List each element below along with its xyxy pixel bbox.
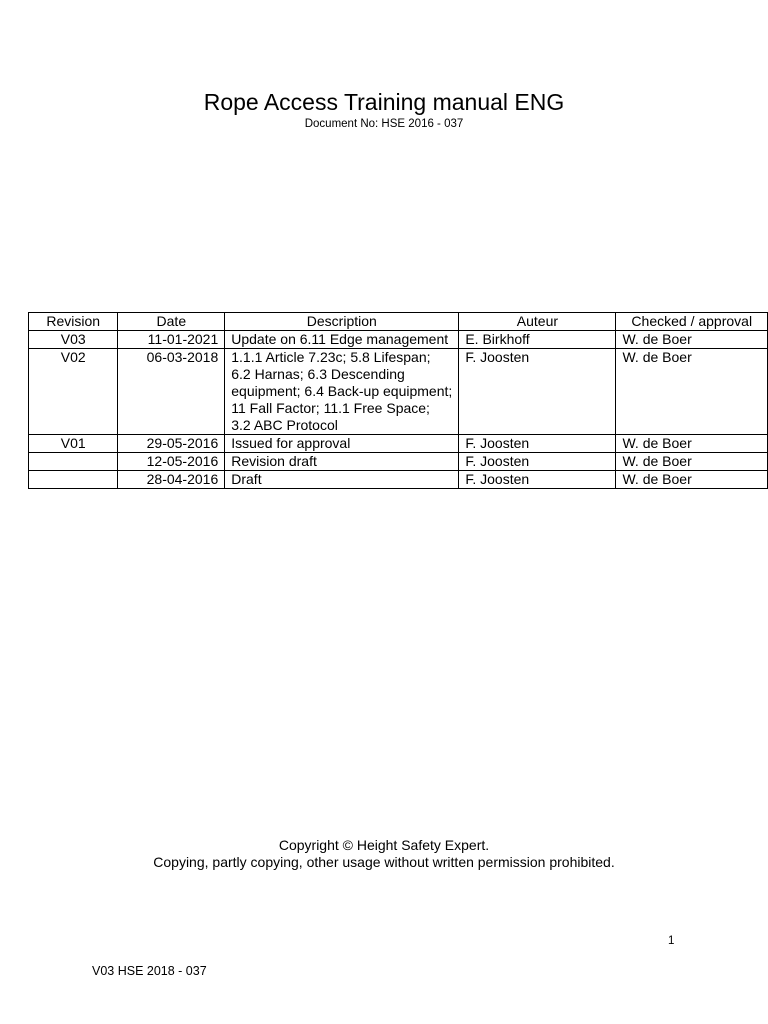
header-auteur: Auteur	[459, 313, 616, 331]
cell-auteur: F. Joosten	[459, 453, 616, 471]
cell-checked-approval: W. de Boer	[616, 349, 768, 435]
table-row	[29, 331, 768, 349]
copyright-notice	[0, 837, 768, 870]
cell-auteur: F. Joosten	[459, 435, 616, 453]
cell-checked-approval: W. de Boer	[616, 435, 768, 453]
cell-date: 11-01-2021	[118, 331, 225, 349]
cell-auteur: F. Joosten	[459, 349, 616, 435]
cell-revision: V02	[29, 349, 118, 435]
table-row	[29, 349, 768, 435]
cell-checked-approval: W. de Boer	[616, 471, 768, 489]
cell-date: 28-04-2016	[118, 471, 225, 489]
cell-date: 29-05-2016	[118, 435, 225, 453]
cell-auteur: F. Joosten	[459, 471, 616, 489]
cell-description: Update on 6.11 Edge management	[225, 331, 459, 349]
cell-revision	[29, 453, 118, 471]
footer-version: V03 HSE 2018 - 037	[92, 964, 207, 978]
header-description: Description	[225, 313, 459, 331]
document-title: Rope Access Training manual ENG	[203, 89, 565, 115]
cell-description: Revision draft	[225, 453, 459, 471]
table-header-row	[29, 313, 768, 331]
header-revision: Revision	[29, 313, 118, 331]
cell-revision: V01	[29, 435, 118, 453]
page-number: 1	[668, 935, 675, 947]
document-number: Document No: HSE 2016 - 037	[304, 118, 464, 130]
cell-revision: V03	[29, 331, 118, 349]
cell-description: Issued for approval	[225, 435, 459, 453]
cell-revision	[29, 471, 118, 489]
table-row	[29, 435, 768, 453]
cell-description: Draft	[225, 471, 459, 489]
cell-description: 1.1.1 Article 7.23c; 5.8 Lifespan; 6.2 Harnas; 6.3 Descending equipment; 6.4 Back-up equipment; 11 Fall Factor; 11.1 Free Space; 3.2 ABC Protocol	[225, 349, 459, 435]
cell-checked-approval: W. de Boer	[616, 331, 768, 349]
header-date: Date	[118, 313, 225, 331]
header-checked-approval: Checked / approval	[616, 313, 768, 331]
table-row	[29, 471, 768, 489]
cell-date: 06-03-2018	[118, 349, 225, 435]
revision-table	[28, 312, 768, 489]
cell-auteur: E. Birkhoff	[459, 331, 616, 349]
table-row	[29, 453, 768, 471]
cell-checked-approval: W. de Boer	[616, 453, 768, 471]
copyright-line: Copyright © Height Safety Expert.	[278, 837, 490, 853]
cell-date: 12-05-2016	[118, 453, 225, 471]
permission-notice: Copying, partly copying, other usage without written permission prohibited.	[153, 853, 615, 870]
